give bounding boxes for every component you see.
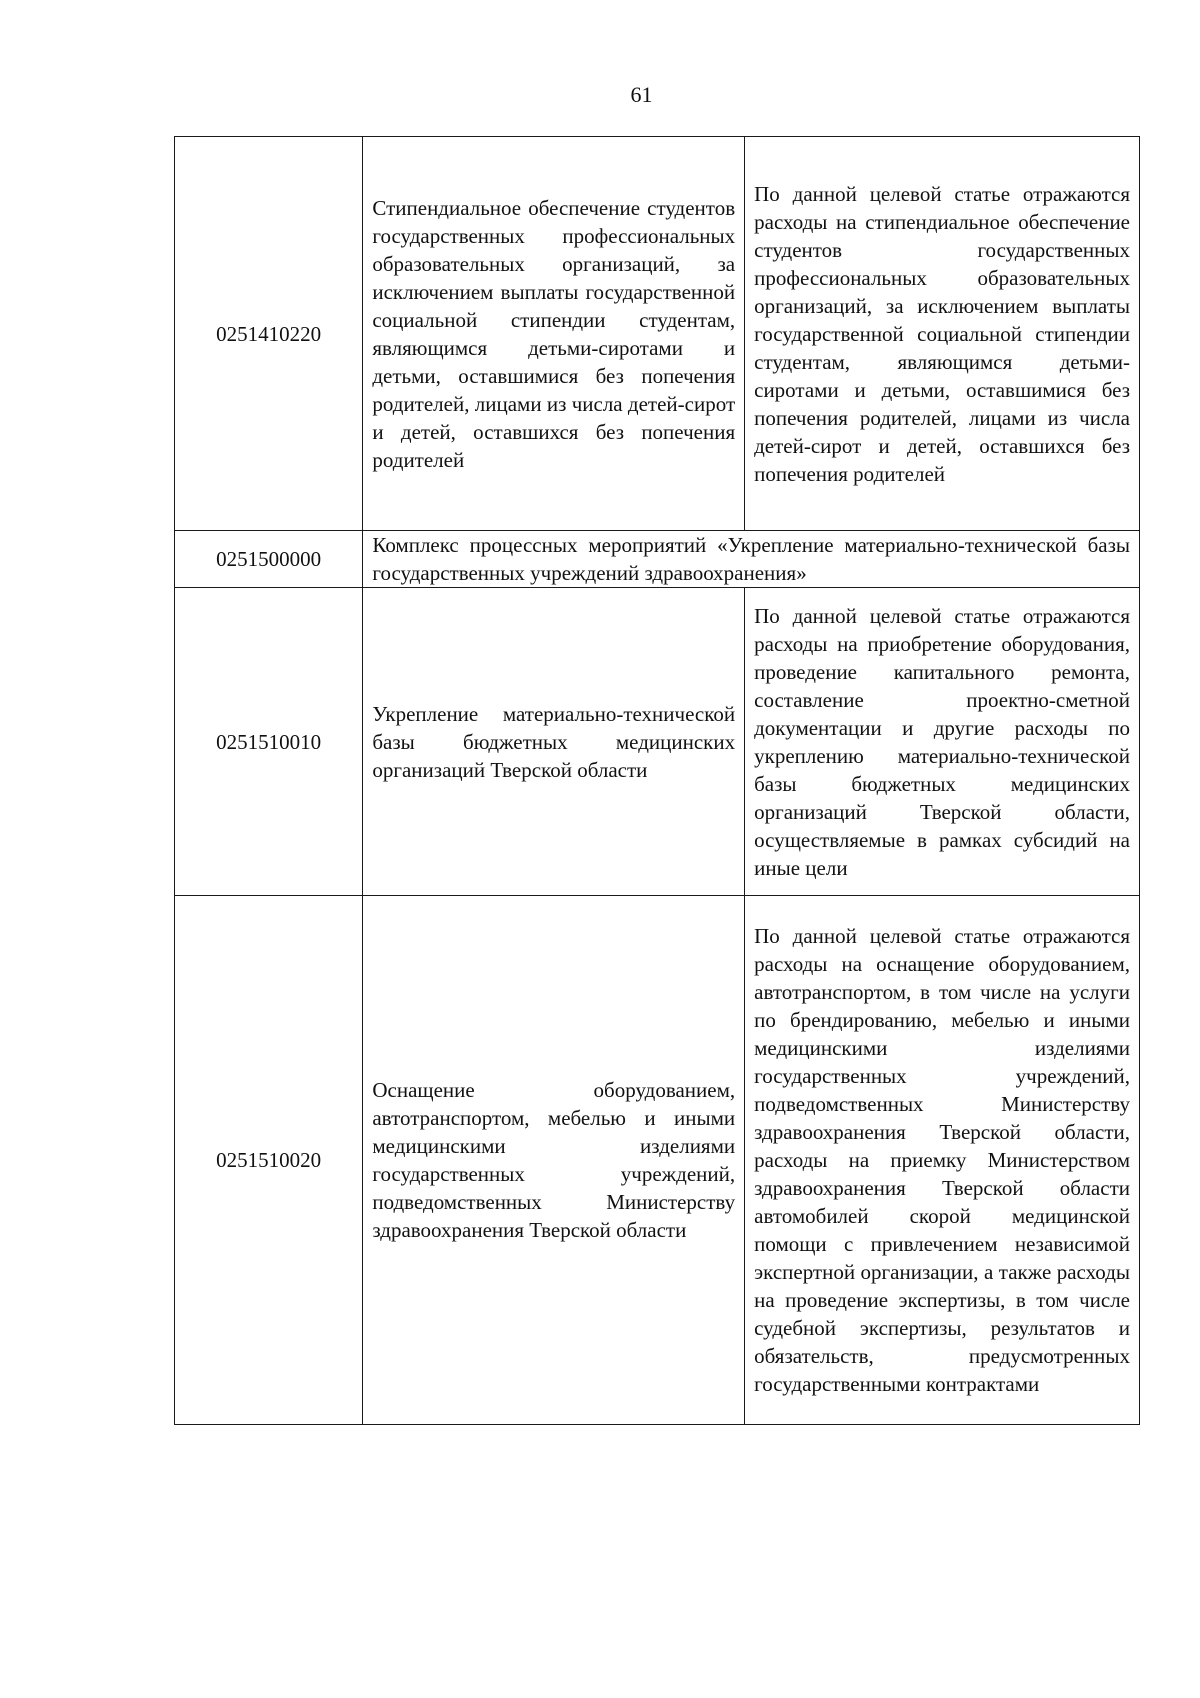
row-description: По данной целевой статье отражаются расходы на стипендиальное обеспечение студентов государственных профессиональных образовательных организаций, за исключением выплаты государственной социальной стипендии студентам, являющимся детьми-сиротами и детьми, оставшимися без попечения родителей, лицами из числа детей-сирот и детей, оставшихся без попечения родителей xyxy=(745,137,1140,531)
row-name: Комплекс процессных мероприятий «Укрепление материально-технической базы государственных учреждений здравоохранения» xyxy=(363,531,1140,588)
page-number: 61 xyxy=(630,82,653,107)
table-row xyxy=(175,896,1140,1425)
row-description: По данной целевой статье отражаются расходы на приобретение оборудования, проведение капитального ремонта, составление проектно-сметной документации и другие расходы по укреплению материально-технической базы бюджетных медицинских организаций Тверской области, осуществляемые в рамках субсидий на иные цели xyxy=(745,588,1140,896)
row-code: 0251510010 xyxy=(175,588,363,896)
row-code: 0251500000 xyxy=(175,531,363,588)
row-description: По данной целевой статье отражаются расходы на оснащение оборудованием, автотранспортом, в том числе на услуги по брендированию, мебелью и иными медицинскими изделиями государственных учреждений, подведомственных Министерству здравоохранения Тверской области, расходы на приемку Министерством здравоохранения Тверской области автомобилей скорой медицинской помощи с привлечением независимой экспертной организации, а также расходы на проведение экспертизы, в том числе судебной экспертизы, результатов и обязательств, предусмотренных государственными контрактами xyxy=(745,896,1140,1425)
row-name: Оснащение оборудованием, автотранспортом, мебелью и иными медицинскими изделиями государственных учреждений, подведомственных Министерству здравоохранения Тверской области xyxy=(363,896,745,1425)
row-code: 0251410220 xyxy=(175,137,363,531)
target-items-table xyxy=(174,136,1140,1425)
table-row xyxy=(175,137,1140,531)
table-row xyxy=(175,588,1140,896)
row-name: Укрепление материально-технической базы бюджетных медицинских организаций Тверской области xyxy=(363,588,745,896)
row-code: 0251510020 xyxy=(175,896,363,1425)
row-name: Стипендиальное обеспечение студентов государственных профессиональных образовательных организаций, за исключением выплаты государственной социальной стипендии студентам, являющимся детьми-сиротами и детьми, оставшимися без попечения родителей, лицами из числа детей-сирот и детей, оставшихся без попечения родителей xyxy=(363,137,745,531)
table-row xyxy=(175,531,1140,588)
